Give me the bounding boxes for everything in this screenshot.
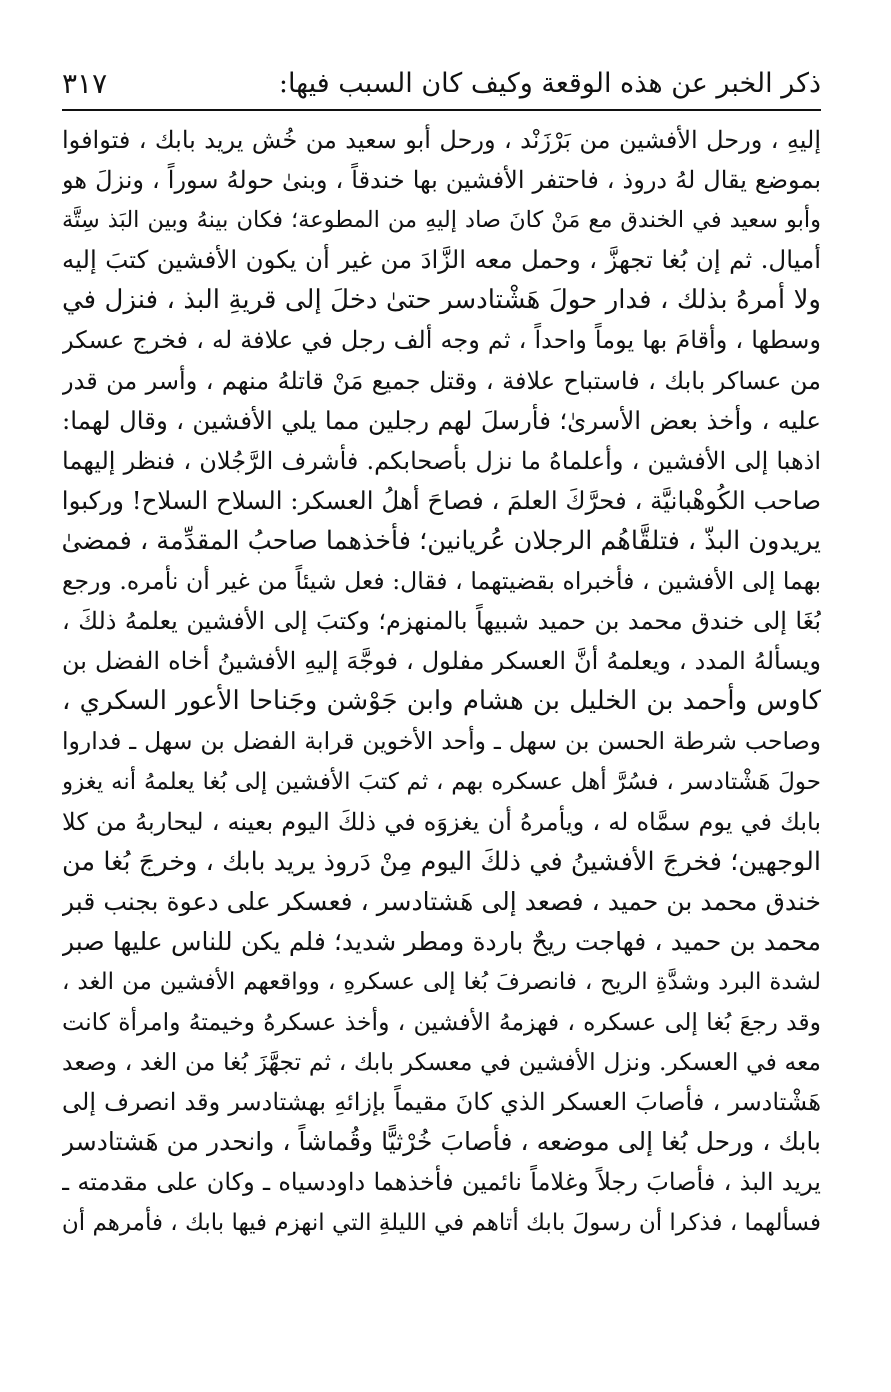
text-line: يريدون البذّ ، فتلقَّاهُم الرجلان عُريانين؛ فأخذهما صاحبُ المقدِّمة ، فمضىٰ [62,525,821,556]
text-line: بُغَا إلى خندق محمد بن حميد شبيهاً بالمنهزم؛ وكتبَ إلى الأفشين يعلمهُ ذلكَ ، [62,607,821,636]
running-title: ذكر الخبر عن هذه الوقعة وكيف كان السبب فيها: [278,67,821,99]
text-line: صاحب الكُوهْبانيَّة ، فحرَّكَ العلمَ ، فصاحَ أهلُ العسكر: السلاح السلاح! وركبوا [62,485,821,515]
text-line: وأبو سعيد في الخندق مع مَنْ كانَ صاد إليهِ من المطوعة؛ فكان بينهُ وبين البَذ سِتَّة [62,207,821,234]
text-line: لشدة البرد وشدَّةِ الريح ، فانصرفَ بُغا إلى عسكرهِ ، وواقعهم الأفشين من الغد ، [62,968,821,995]
text-line: أميال. ثم إن بُغا تجهزَّ ، وحمل معه الزَّادَ من غير أن يكون الأفشين كتبَ إليه [62,245,821,275]
text-line: هَشْتادسر ، فأصابَ العسكر الذي كانَ مقيماً بإزائهِ بهشتادسر وقد انصرف إلى [62,1088,821,1117]
text-line: عليه ، وأخذ بعض الأسرىٰ؛ فأرسلَ لهم رجلين مما يلي الأفشين ، وقال لهما: [62,405,821,435]
text-line: وصاحب شرطة الحسن بن سهل ـ وأحد الأخوين قرابة الفضل بن سهل ـ فداروا [62,727,821,756]
text-line: اذهبا إلى الأفشين ، وأعلماهُ ما نزل بأصحابكم. فأشرف الرَّجُلان ، فنظر إليهما [62,446,821,475]
body-text [62,120,821,1345]
text-line: بهما إلى الأفشين ، فأخبراه بقضيتهما ، فقال: فعل شيئاً من غير أن نأمره. ورجع [62,567,821,596]
text-line: يريد البذ ، فأصابَ رجلاً وغلاماً نائمين فأخذهما داودسياه ـ وكان على مقدمته ـ [62,1168,821,1197]
text-line: بموضع يقال لهُ دروذ ، فاحتفر الأفشين بها خندقاً ، وبنىٰ حولهُ سوراً ، ونزلَ هو [62,166,821,195]
text-line: إليهِ ، ورحل الأفشين من بَرْزَنْد ، ورحل أبو سعيد من خُش يريد بابك ، فتوافوا [62,126,821,154]
header-divider [62,109,821,111]
text-line: ويسألهُ المدد ، ويعلمهُ أنَّ العسكر مفلول ، فوجَّهَ إليهِ الأفشينُ أخاه الفضل بن [62,647,821,676]
page-header [62,62,821,104]
text-line: فسألهما ، فذكرا أن رسولَ بابك أتاهم في الليلةِ التي انهزم فيها بابك ، فأمرهم أن [62,1209,821,1236]
text-line: معه في العسكر. ونزل الأفشين في معسكر بابك ، ثم تجهَّزَ بُغا من الغد ، وصعد [62,1048,821,1077]
text-line: حولَ هَشْتادسر ، فسُرَّ أهل عسكره بهم ، ثم كتبَ الأفشين إلى بُغا يعلمهُ أنه يغزو [62,768,821,795]
text-line: ولا أمرهُ بذلك ، فدار حولَ هَشْتادسر حتىٰ دخلَ إلى قريةِ البذ ، فنزل في [62,285,821,316]
page-number: ٣١٧ [62,66,108,100]
text-line: محمد بن حميد ، فهاجت ريحٌ باردة ومطر شديد؛ فلم يكن للناس عليها صبر [62,926,821,956]
text-line: كاوس وأحمد بن الخليل بن هشام وابن جَوْشن وجَناحا الأعور السكري ، [62,686,821,717]
text-line: وسطها ، وأقامَ بها يوماً واحداً ، ثم وجه ألف رجل في علافة له ، فخرج عسكر [62,326,821,355]
text-line: الوجهين؛ فخرجَ الأفشينُ في ذلكَ اليوم مِنْ دَروذ يريد بابك ، وخرجَ بُغا من [62,846,821,877]
text-line: بابك ، ورحل بُغا إلى موضعه ، فأصابَ خُرْثيًّا وقُماشاً ، وانحدر من هَشتادسر [62,1127,821,1157]
text-line: بابك في يوم سمَّاه له ، ويأمرهُ أن يغزوَه في ذلكَ اليوم بعينه ، ليحاربهُ من كلا [62,807,821,836]
text-line: وقد رجعَ بُغا إلى عسكره ، فهزمهُ الأفشين ، وأخذ عسكرهُ وخيمتهُ وامرأة كانت [62,1008,821,1037]
text-line: خندق محمد بن حميد ، فصعد إلى هَشتادسر ، فعسكر على دعوة بجنب قبر [62,886,821,916]
text-line: من عساكر بابك ، فاستباح علافة ، وقتل جميع مَنْ قاتلهُ منهم ، وأسر من قدر [62,366,821,395]
